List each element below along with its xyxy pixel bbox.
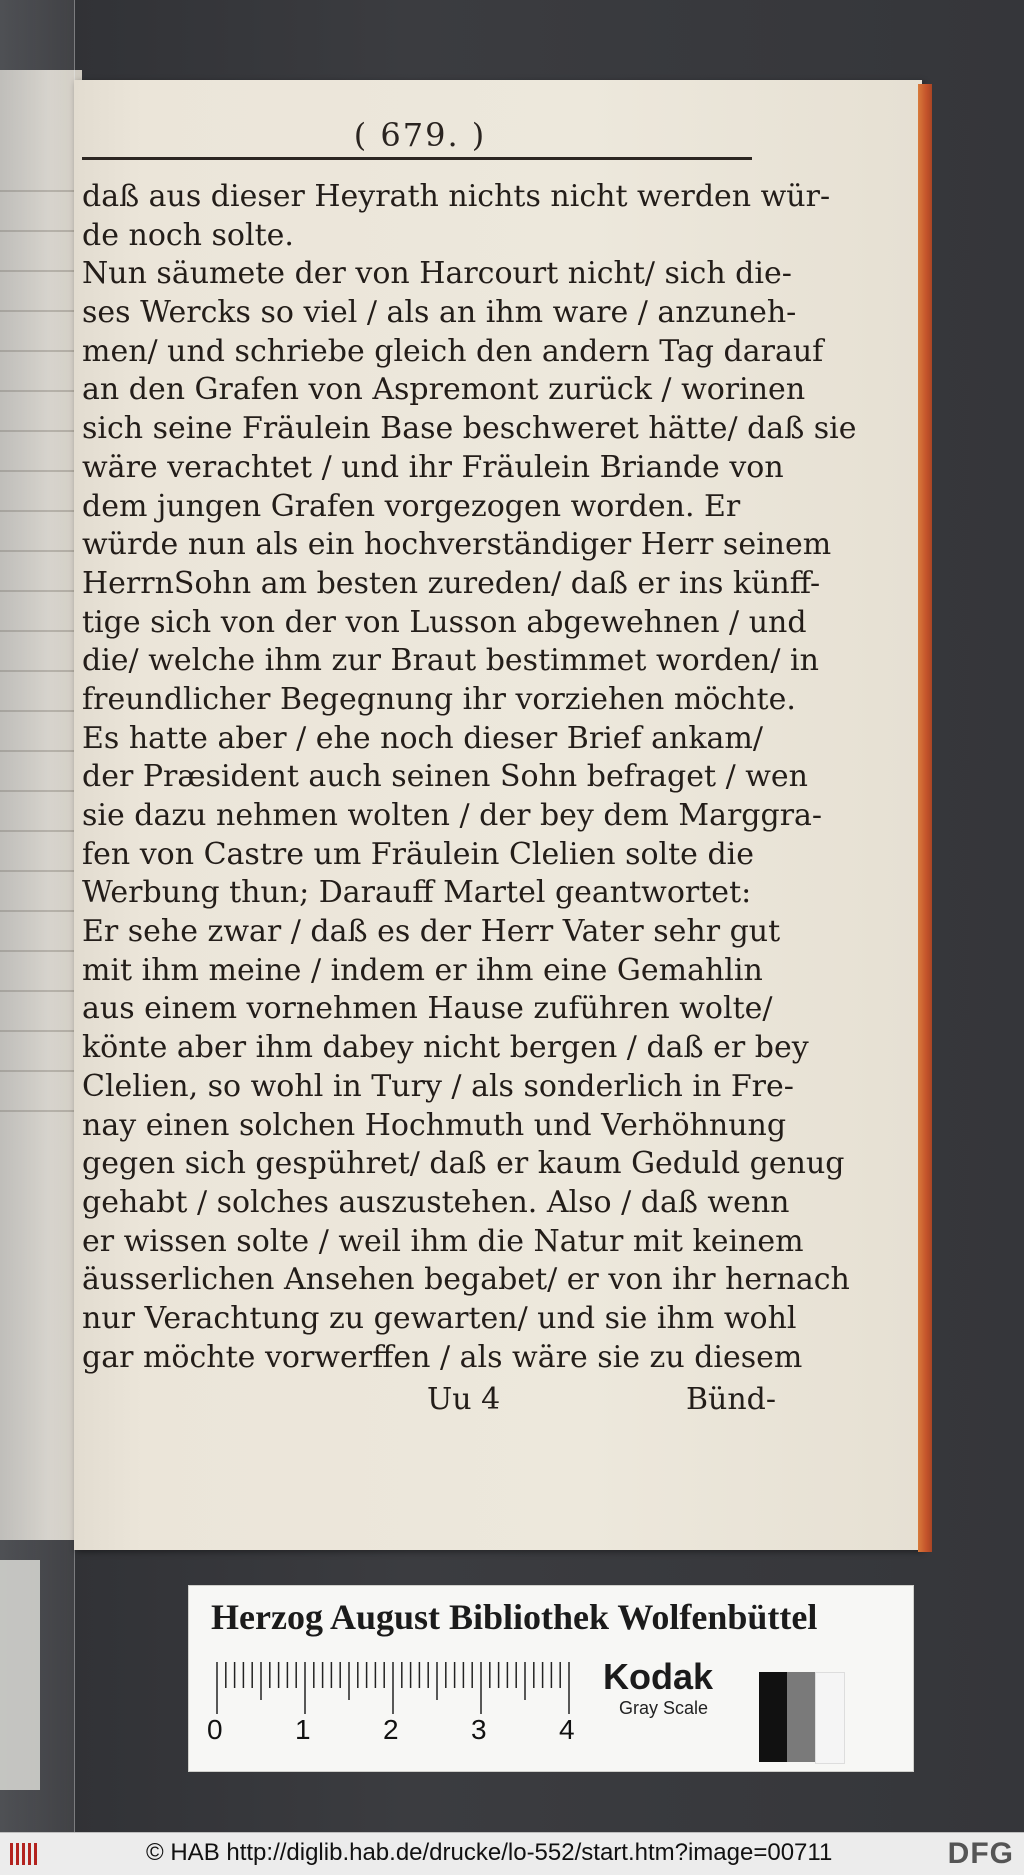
- text-line: sich seine Fräulein Base beschweret hätte/ daß sie: [82, 411, 857, 447]
- text-line: wäre verachtet / und ihr Fräulein Briande von: [82, 449, 784, 485]
- page-red-edge: [918, 84, 932, 1552]
- text-line: mit ihm meine / indem er ihm eine Gemahlin: [82, 952, 763, 988]
- ruler-label: 2: [383, 1714, 399, 1745]
- text-line: die/ welche ihm zur Braut bestimmet worden/ in: [82, 643, 819, 679]
- color-target-card: [188, 1585, 914, 1772]
- text-line: HerrnSohn am besten zureden/ daß er ins künff-: [82, 565, 821, 601]
- viewer-footer: [0, 1832, 1024, 1875]
- text-line: Werbung thun; Darauff Martel geantwortet:: [82, 875, 752, 911]
- text-line: freundlicher Begegnung ihr vorziehen möchte.: [82, 681, 796, 717]
- text-line: gehabt / solches auszustehen. Also / daß wenn: [82, 1184, 790, 1220]
- text-line: aus einem vornehmen Hause zuführen wolte/: [82, 991, 773, 1027]
- text-line: nur Verachtung zu gewarten/ und sie ihm wohl: [82, 1300, 797, 1336]
- kodak-subtitle: Gray Scale: [619, 1698, 709, 1718]
- text-line: fen von Castre um Fräulein Clelien solte die: [82, 836, 755, 872]
- kodak-brand: Kodak: [603, 1656, 714, 1697]
- scale-ruler: [211, 1658, 581, 1718]
- sleeve-corner: [0, 1560, 40, 1790]
- text-line: Er sehe zwar / daß es der Herr Vater sehr gut: [82, 914, 781, 950]
- hab-logo-icon: [8, 1841, 44, 1867]
- text-line: dem jungen Grafen vorgezogen worden. Er: [82, 488, 741, 524]
- page-number: ( 679. ): [353, 116, 487, 154]
- institution-name: Herzog August Bibliothek Wolfenbüttel: [211, 1597, 818, 1637]
- text-line: de noch solte.: [82, 217, 294, 253]
- catchword: Bünd-: [685, 1382, 776, 1417]
- text-line: der Præsident auch seinen Sohn befraget / wen: [82, 759, 808, 795]
- header-rule: [82, 157, 752, 160]
- text-line: äusserlichen Ansehen begabet/ er von ihr hernach: [82, 1262, 850, 1298]
- copyright-link[interactable]: © HAB http://diglib.hab.de/drucke/lo-552/start.htm?image=00711: [146, 1839, 833, 1866]
- text-line: gar möchte vorwerffen / als wäre sie zu diesem: [82, 1339, 803, 1375]
- text-line: er wissen solte / weil ihm die Natur mit keinem: [82, 1223, 804, 1259]
- gray-patch-mid: [787, 1672, 815, 1762]
- body-text: [82, 178, 857, 1377]
- ruler-label: 1: [295, 1714, 311, 1745]
- text-line: an den Grafen von Aspremont zurück / worinen: [82, 372, 806, 408]
- ruler-label: 4: [559, 1714, 575, 1745]
- signature-mark: Uu 4: [427, 1382, 501, 1417]
- text-line: könte aber ihm dabey nicht bergen / daß er bey: [82, 1030, 809, 1066]
- text-line: würde nun als ein hochverständiger Herr seinem: [82, 527, 832, 563]
- text-line: Es hatte aber / ehe noch dieser Brief ankam/: [82, 720, 763, 756]
- text-line: gegen sich gespühret/ daß er kaum Geduld genug: [82, 1146, 845, 1182]
- text-line: tige sich von der von Lusson abgewehnen / und: [82, 604, 807, 640]
- gray-patch-white: [815, 1672, 845, 1764]
- dfg-logo: DFG: [947, 1837, 1014, 1870]
- text-line: nay einen solchen Hochmuth und Verhöhnung: [82, 1107, 787, 1143]
- text-line: Clelien, so wohl in Tury / als sonderlich in Fre-: [82, 1068, 794, 1104]
- ruler-label: 0: [207, 1714, 223, 1745]
- ruler-label: 3: [471, 1714, 487, 1745]
- page-foot: [82, 1382, 782, 1422]
- gray-patch-black: [759, 1672, 787, 1762]
- text-line: Nun säumete der von Harcourt nicht/ sich die-: [82, 256, 792, 292]
- text-line: men/ und schriebe gleich den andern Tag darauf: [82, 333, 824, 369]
- text-line: sie dazu nehmen wolten / der bey dem Marggra-: [82, 798, 823, 833]
- text-line: daß aus dieser Heyrath nichts nicht werden wür-: [82, 179, 831, 214]
- plastic-sleeve: [0, 0, 75, 1832]
- text-line: ses Wercks so viel / als an ihm ware / anzuneh-: [82, 295, 797, 331]
